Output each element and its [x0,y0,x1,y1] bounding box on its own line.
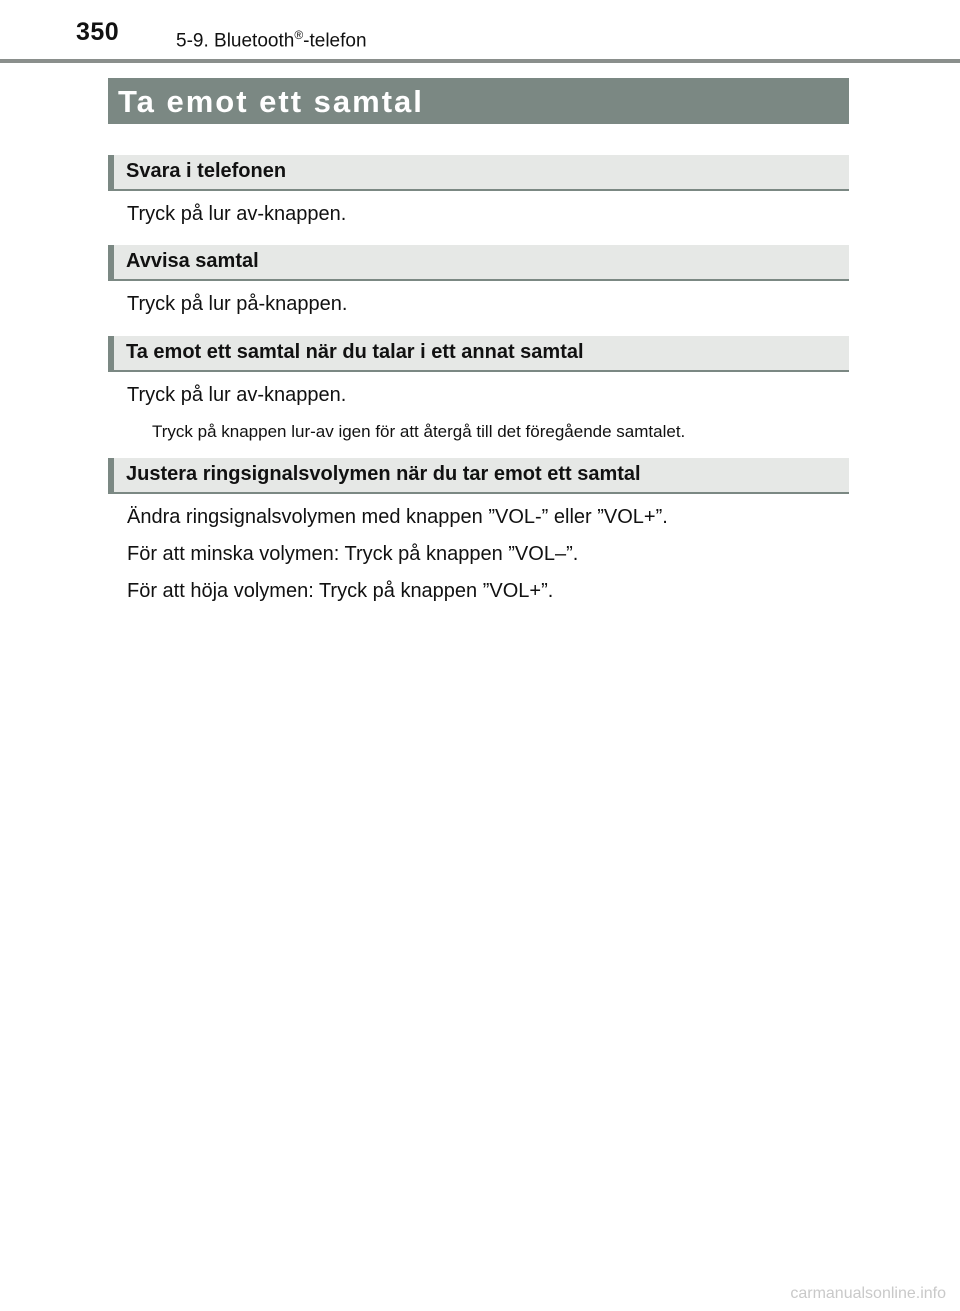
chapter-prefix: 5-9. Bluetooth [176,30,295,52]
header-divider [0,59,960,63]
subheading-reject-call [108,245,849,281]
instruction-text: Ändra ringsignalsvolymen med knappen ”VOL-” eller ”VOL+”. [127,506,668,528]
registered-mark: ® [294,28,304,42]
subheading-label: Ta emot ett samtal när du talar i ett annat samtal [126,341,584,363]
page-number: 350 [76,18,120,46]
subheading-ring-volume [108,458,849,494]
section-title-bar [108,78,849,124]
instruction-text: För att höja volymen: Tryck på knappen ”VOL+”. [127,580,554,602]
chapter-suffix: -telefon [303,30,367,52]
instruction-text: För att minska volymen: Tryck på knappen ”VOL–”. [127,543,579,565]
note-text: Tryck på knappen lur-av igen för att återgå till det föregående samtalet. [152,422,686,441]
subheading-label: Justera ringsignalsvolymen när du tar emot ett samtal [126,463,641,485]
chapter-title [176,28,367,52]
instruction-text: Tryck på lur av-knappen. [127,203,347,225]
page-title: Ta emot ett samtal [118,84,424,119]
subheading-answer-call [108,155,849,191]
subheading-label: Avvisa samtal [126,250,259,272]
instruction-text: Tryck på lur på-knappen. [127,293,348,315]
subheading-call-waiting [108,336,849,372]
subheading-label: Svara i telefonen [126,160,287,182]
watermark: carmanualsonline.info [790,1285,946,1302]
instruction-text: Tryck på lur av-knappen. [127,384,347,406]
